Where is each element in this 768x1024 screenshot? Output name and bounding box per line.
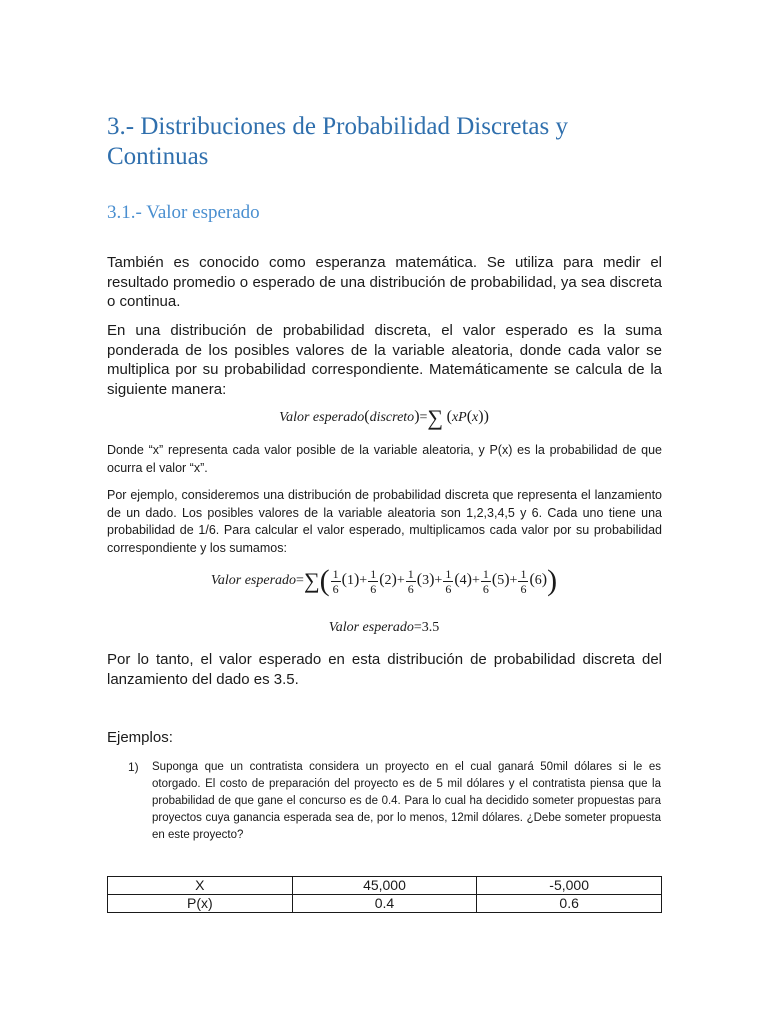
fraction-denominator: 6 — [407, 581, 414, 596]
table-cell: X — [108, 877, 293, 895]
fraction-denominator: 6 — [482, 581, 489, 596]
fraction-term — [518, 567, 528, 596]
fraction-numerator: 1 — [407, 566, 414, 581]
table-cell: 0.4 — [292, 895, 477, 913]
fraction-denominator: 6 — [370, 581, 377, 596]
die-value: 2 — [384, 573, 392, 589]
die-value: 6 — [534, 573, 542, 589]
equation-dice-sum: Valor esperado=∑( $\frac{1}{6}$ (1)+ $\frac{1}{6}$ (2)+ $\frac{1}{6}$ (3)+ $\frac{1}{6}$ (4)+ $\frac{1}{6}$ (5)+ $\frac{1}{6}$ (6)) — [210, 564, 558, 597]
examples-title: Ejemplos: — [107, 729, 173, 746]
table-cell: 0.6 — [477, 895, 662, 913]
paragraph-discrete: En una distribución de probabilidad discreta, el valor esperado es la suma ponderada de los posibles valores de la variable aleatoria, donde cada valor se multiplica por su probabilidad correspondiente. Matemáticamente se calcula de la siguiente manera: — [107, 322, 662, 398]
fraction-numerator: 1 — [332, 566, 339, 581]
fraction-term — [481, 567, 491, 596]
table-row — [108, 877, 662, 895]
die-value: 3 — [422, 573, 430, 589]
section-heading: 3.- Distribuciones de Probabilidad Discretas y Continuas — [107, 113, 569, 170]
fraction-term — [406, 567, 416, 596]
table-cell: -5,000 — [477, 877, 662, 895]
equation-expected-value-discrete: Valor esperado(discreto)=∑ (xP(x)) — [279, 405, 489, 430]
die-value: 1 — [346, 573, 354, 589]
paragraph-conclusion: Por lo tanto, el valor esperado en esta distribución de probabilidad discreta del lanzamiento del dado es 3.5. — [107, 651, 662, 688]
eq1-var: x — [472, 410, 479, 426]
eq3-lhs: Valor esperado — [328, 620, 414, 635]
probability-table — [107, 876, 662, 913]
eq2-lhs: Valor esperado — [210, 573, 297, 589]
subsection-heading: 3.1.- Valor esperado — [107, 202, 260, 223]
equation-result: Valor esperado=3.5 — [328, 620, 440, 635]
die-value: 4 — [459, 573, 467, 589]
fraction-denominator: 6 — [332, 581, 339, 596]
example-number: 1) — [128, 760, 139, 774]
paragraph-definition: También es conocido como esperanza matemática. Se utiliza para medir el resultado promedio o esperado de una distribución de probabilidad, ya sea discreta o continua. — [107, 254, 662, 310]
fraction-numerator: 1 — [370, 566, 377, 581]
eq1-rhs: xP — [451, 410, 467, 426]
die-value: 5 — [497, 573, 505, 589]
example-text: Suponga que un contratista considera un proyecto en el cual ganará 50mil dólares si le es otorgado. El costo de preparación del proyecto es de 5 mil dólares y el contratista piensa que la probabilidad de que gane el concurso es de 0.4. Para lo cual ha decidido someter propuestas para proyectos cuya ganancia esperada sea de, por lo menos, 12mil dólares. ¿Debe someter propuesta en este proyecto? — [152, 761, 661, 841]
fraction-denominator: 6 — [520, 581, 527, 596]
table-cell: P(x) — [108, 895, 293, 913]
fraction-numerator: 1 — [520, 566, 527, 581]
fraction-term — [368, 567, 378, 596]
fraction-term — [443, 567, 453, 596]
fraction-term — [331, 567, 341, 596]
eq1-arg: discreto — [369, 410, 415, 426]
paragraph-example-dice: Por ejemplo, consideremos una distribución de probabilidad discreta que representa el lanzamiento de un dado. Los posibles valores de la variable aleatoria son 1,2,3,4,5 y 6. Cada uno tiene una probabilidad de 1/6. Para calcular el valor esperado, multiplicamos cada valor por su probabilidad correspondiente y los sumamos: — [107, 488, 662, 555]
fraction-numerator: 1 — [482, 566, 489, 581]
eq1-lhs: Valor esperado — [279, 410, 365, 426]
table-row — [108, 895, 662, 913]
fraction-numerator: 1 — [445, 566, 452, 581]
paragraph-where: Donde “x” representa cada valor posible de la variable aleatoria, y P(x) es la probabilidad de que ocurra el valor “x”. — [107, 443, 662, 475]
table-cell: 45,000 — [292, 877, 477, 895]
fraction-denominator: 6 — [445, 581, 452, 596]
eq3-result: 3.5 — [421, 620, 440, 635]
